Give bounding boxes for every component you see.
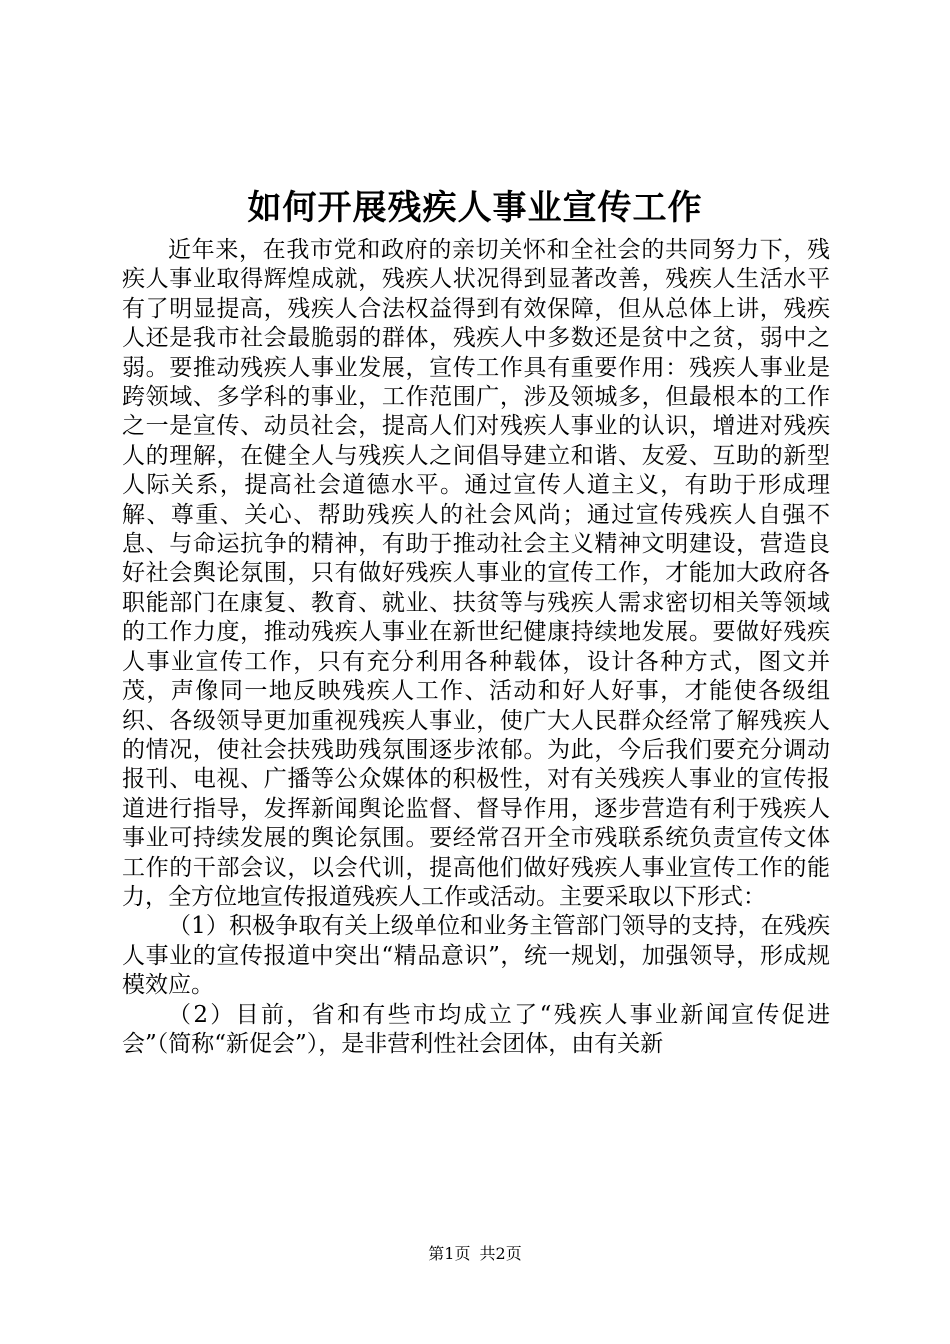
paragraph-intro: 近年来，在我市党和政府的亲切关怀和全社会的共同努力下，残疾人事业取得辉煌成就，残疾人状况得到显著改善，残疾人生活水平有了明显提高，残疾人合法权益得到有效保障，但从总体上讲，残疾人还是我市社会最脆弱的群体，残疾人中多数还是贫中之贫，弱中之弱。要推动残疾人事业发展，宣传工作具有重要作用：残疾人事业是跨领域、多学科的事业，工作范围广，涉及领城多，但最根本的工作之一是宣传、动员社会，提高人们对残疾人事业的认识，增进对残疾人的理解，在健全人与残疾人之间倡导建立和谐、友爱、互助的新型人际关系，提高社会道德水平。通过宣传人道主义，有助于形成理解、尊重、关心、帮助残疾人的社会风尚；通过宣传残疾人自强不息、与命运抗争的精神，有助于推动社会主义精神文明建设，营造良好社会舆论氛围，只有做好残疾人事业的宣传工作，才能加大政府各职能部门在康复、教育、就业、扶贫等与残疾人需求密切相关等领域的工作力度，推动残疾人事业在新世纪健康持续地发展。要做好残疾人事业宣传工作，只有充分利用各种载体，设计各种方式，图文并茂，声像同一地反映残疾人工作、活动和好人好事，才能使各级组织、各级领导更加重视残疾人事业，使广大人民群众经常了解残疾人的情况，使社会扶残助残氛围逐步浓郁。为此，今后我们要充分调动报刊、电视、广播等公众媒体的积极性，对有关残疾人事业的宣传报道进行指导，发挥新闻舆论监督、督导作用，逐步营造有利于残疾人事业可持续发展的舆论氛围。要经常召开全市残联系统负责宣传文体工作的干部会议，以会代训，提高他们做好残疾人事业宣传工作的能力，全方位地宣传报道残疾人工作或活动。主要采取以下形式： [122, 237, 830, 910]
document-title: 如何开展残疾人事业宣传工作 [247, 188, 703, 228]
page-number-total: 共2页 [479, 1244, 522, 1263]
document-body [122, 236, 830, 1059]
paragraph-item-2: （2）目前，省和有些市均成立了“残疾人事业新闻宣传促进会”（简称“新促会”），是非营利性社会团体，由有关新 [122, 1001, 830, 1057]
paragraph-item-1: （1）积极争取有关上级单位和业务主管部门领导的支持，在残疾人事业的宣传报道中突出“精品意识”，统一规划，加强领导，形成规模效应。 [122, 913, 830, 999]
page-footer [0, 1243, 950, 1265]
page-number-current: 第1页 [428, 1244, 471, 1263]
